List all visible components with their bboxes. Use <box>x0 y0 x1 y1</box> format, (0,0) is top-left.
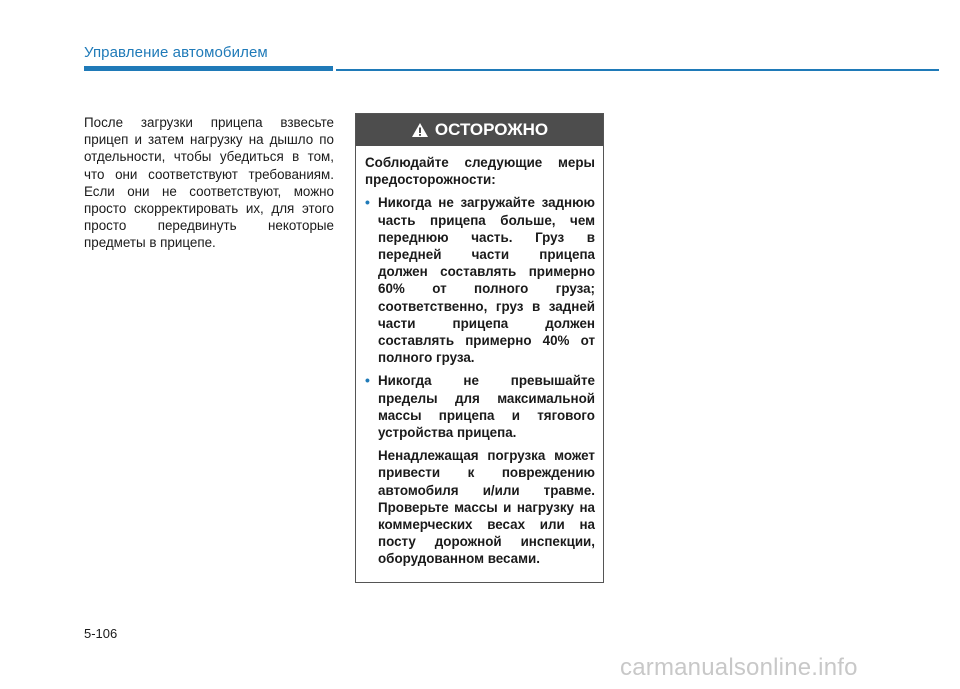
header-rule-thin <box>336 69 939 71</box>
section-title: Управление автомобилем <box>84 44 268 61</box>
bullet-icon: • <box>365 372 370 389</box>
warning-bullet-list <box>365 194 595 441</box>
bullet-icon: • <box>365 194 370 211</box>
header-rule-thick <box>84 66 333 71</box>
bullet-text: Никогда не превышайте пределы для максимальной массы прицепа и тягового устройства прицепа. <box>378 373 595 441</box>
body-paragraph: После загрузки прицепа взвесьте прицеп и затем нагрузку на дышло по отдельности, чтобы убедиться в том, что они соответствуют требованиям. Если они не соответствуют, можно просто скорректировать их, для этого просто передвинуть некоторые предметы в прицепе. <box>84 115 334 251</box>
list-item <box>365 372 595 441</box>
bullet-text: Никогда не загружайте заднюю часть прицепа больше, чем переднюю часть. Груз в передней части прицепа должен составлять примерно 60% от полного груза; соответственно, груз в задней части прицепа должен составлять примерно 40% от полного груза. <box>378 195 595 366</box>
watermark: carmanualsonline.info <box>620 654 858 681</box>
warning-title: ОСТОРОЖНО <box>434 120 549 139</box>
page-number: 5-106 <box>84 626 118 641</box>
list-item <box>365 194 595 366</box>
warning-intro: Соблюдайте следующие меры предосторожности: <box>365 155 595 188</box>
warning-header <box>356 114 603 146</box>
warning-box <box>355 113 604 583</box>
warning-triangle-icon <box>411 122 429 138</box>
warning-note: Ненадлежащая погрузка может привести к повреждению автомобиля и/или травме. Проверьте массы и нагрузку на коммерческих весах или на посту дорожной инспекции, оборудованном весами. <box>378 448 595 567</box>
warning-body <box>356 146 603 568</box>
